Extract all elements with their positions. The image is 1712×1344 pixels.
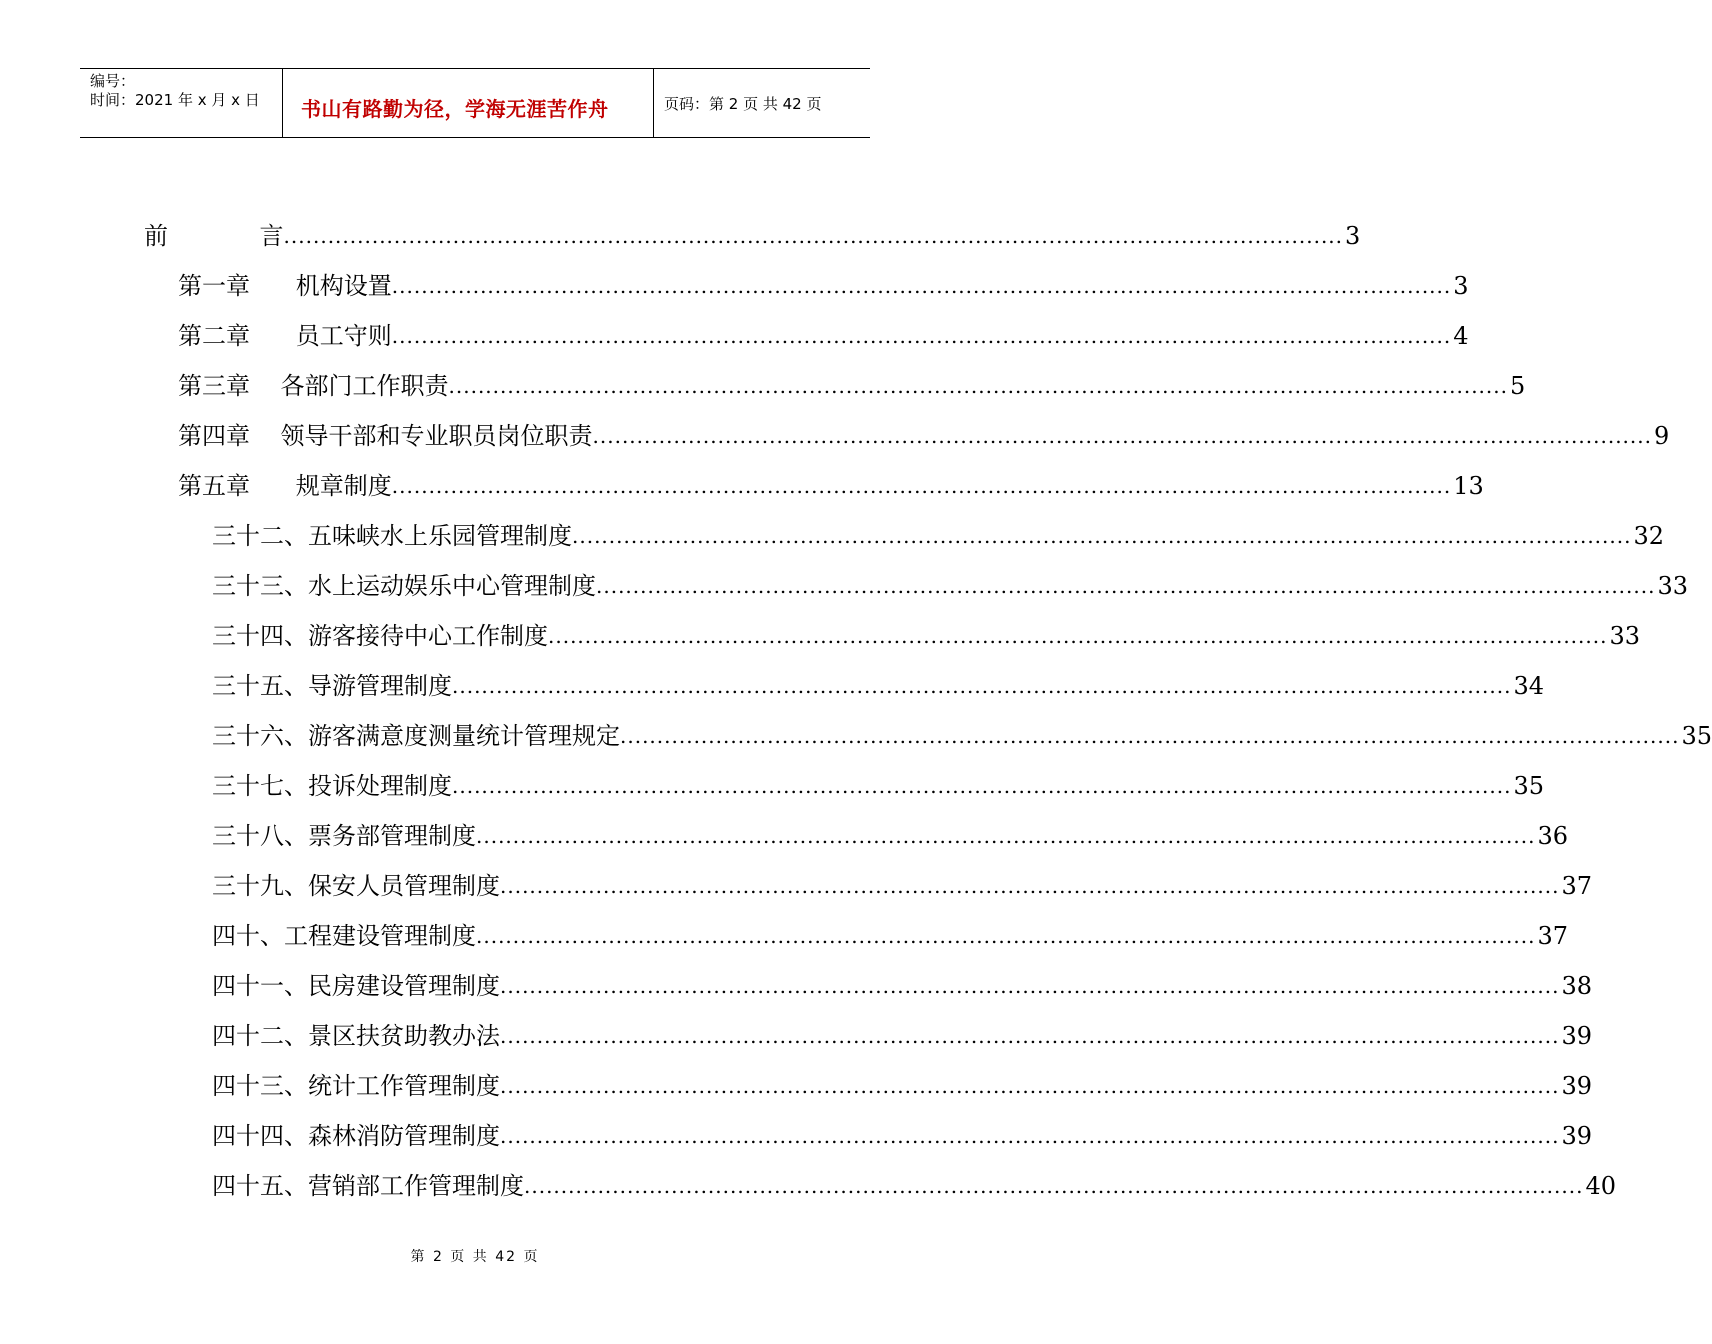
toc-leader-dots: ................................................................................................................................................	[500, 1024, 1560, 1048]
header-page-cell	[654, 69, 870, 137]
document-number-label: 编号：	[90, 72, 136, 90]
toc-leader-dots: ................................................................................................................................................	[283, 224, 1344, 248]
toc-entry[interactable]	[212, 1067, 1593, 1101]
toc-entry-page: 33	[1657, 572, 1689, 600]
toc-entry-page: 39	[1561, 1122, 1593, 1150]
toc-entry-page: 39	[1561, 1072, 1593, 1100]
toc-entry[interactable]	[212, 817, 1569, 851]
header-motto: 书山有路勤为径，学海无涯苦作舟	[301, 97, 609, 121]
toc-entry-title: 四十、工程建设管理制度	[212, 922, 476, 950]
header-page-info: 页码：第 2 页 共 42 页	[664, 95, 822, 113]
toc-leader-dots: ................................................................................................................................................	[391, 324, 1452, 348]
toc-leader-dots: ................................................................................................................................................	[452, 674, 1512, 698]
toc-leader-dots: ................................................................................................................................................	[476, 924, 1536, 948]
toc-entry-page: 9	[1653, 422, 1670, 450]
toc-entry-page: 40	[1585, 1172, 1617, 1200]
toc-leader-dots: ................................................................................................................................................	[448, 374, 1508, 398]
toc-entry[interactable]	[212, 967, 1593, 1001]
toc-entry-page: 13	[1453, 472, 1484, 500]
page-header	[80, 68, 870, 138]
toc-entry-page: 32	[1633, 522, 1665, 550]
toc-entry-title: 三十八、票务部管理制度	[212, 822, 476, 850]
toc-entry-title: 四十三、统计工作管理制度	[212, 1072, 500, 1100]
toc-leader-dots: ................................................................................................................................................	[500, 1124, 1560, 1148]
toc-leader-dots: ................................................................................................................................................	[500, 1074, 1560, 1098]
toc-entry-page: 37	[1561, 872, 1593, 900]
toc-entry-page: 5	[1509, 372, 1526, 400]
toc-entry-title: 三十九、保安人员管理制度	[212, 872, 500, 900]
toc-leader-dots: ................................................................................................................................................	[548, 624, 1608, 648]
toc-leader-dots: ................................................................................................................................................	[391, 474, 1452, 498]
page-footer: 第 2 页 共 42 页	[410, 1249, 540, 1265]
document-date-label: 时间：2021 年 x 月 x 日	[90, 91, 260, 109]
toc-entry-page: 3	[1453, 272, 1469, 300]
toc-entry-title: 三十七、投诉处理制度	[212, 772, 452, 800]
toc-leader-dots: ................................................................................................................................................	[620, 724, 1680, 748]
toc-entry-title: 第一章 机构设置	[178, 272, 392, 300]
toc-entry[interactable]	[178, 367, 1526, 401]
toc-entry-page: 33	[1609, 622, 1641, 650]
toc-entry-page: 35	[1513, 772, 1545, 800]
toc-entry-title: 三十三、水上运动娱乐中心管理制度	[212, 572, 596, 600]
toc-leader-dots: ................................................................................................................................................	[596, 574, 1656, 598]
toc-entry[interactable]	[212, 667, 1545, 701]
toc-entry-title: 三十四、游客接待中心工作制度	[212, 622, 548, 650]
toc-entry[interactable]	[212, 1117, 1593, 1151]
toc-entry-page: 39	[1561, 1022, 1593, 1050]
toc-entry-title: 四十一、民房建设管理制度	[212, 972, 500, 1000]
toc-entry[interactable]	[212, 567, 1689, 601]
toc-entry-page: 38	[1561, 972, 1593, 1000]
toc-entry[interactable]	[212, 1017, 1593, 1051]
toc-entry-page: 4	[1453, 322, 1469, 350]
toc-entry[interactable]	[212, 917, 1569, 951]
header-motto-cell	[283, 69, 654, 137]
toc-entry-page: 3	[1345, 222, 1361, 250]
toc-entry-title: 前 言	[144, 222, 284, 250]
toc-entry-title: 第五章 规章制度	[178, 472, 392, 500]
toc-leader-dots: ................................................................................................................................................	[500, 874, 1560, 898]
toc-entry[interactable]	[212, 867, 1593, 901]
toc-entry-title: 第二章 员工守则	[178, 322, 392, 350]
toc-entry-page: 36	[1537, 822, 1569, 850]
toc-entry-title: 三十六、游客满意度测量统计管理规定	[212, 722, 620, 750]
toc-entry[interactable]	[212, 1167, 1617, 1201]
toc-leader-dots: ................................................................................................................................................	[572, 524, 1632, 548]
toc-entry-title: 第三章 各部门工作职责	[178, 372, 449, 400]
toc-leader-dots: ................................................................................................................................................	[476, 824, 1536, 848]
toc-entry-page: 35	[1681, 722, 1712, 750]
toc-leader-dots: ................................................................................................................................................	[391, 274, 1452, 298]
header-meta-cell	[80, 69, 283, 137]
toc-entry-title: 四十二、景区扶贫助教办法	[212, 1022, 500, 1050]
toc-leader-dots: ................................................................................................................................................	[524, 1174, 1584, 1198]
toc-leader-dots: ................................................................................................................................................	[500, 974, 1560, 998]
toc-entry[interactable]	[178, 467, 1484, 501]
toc-entry[interactable]	[144, 217, 1361, 251]
toc-leader-dots: ................................................................................................................................................	[592, 424, 1652, 448]
toc-leader-dots: ................................................................................................................................................	[452, 774, 1512, 798]
toc-entry[interactable]	[212, 767, 1545, 801]
toc-entry-title: 三十二、五味峡水上乐园管理制度	[212, 522, 572, 550]
toc-entry-title: 第四章 领导干部和专业职员岗位职责	[178, 422, 593, 450]
toc-entry[interactable]	[178, 317, 1469, 351]
toc-entry-title: 四十五、营销部工作管理制度	[212, 1172, 524, 1200]
toc-entry-page: 37	[1537, 922, 1569, 950]
toc-entry[interactable]	[178, 267, 1469, 301]
toc-entry[interactable]	[212, 717, 1712, 751]
toc-entry-title: 三十五、导游管理制度	[212, 672, 452, 700]
toc-entry[interactable]	[178, 417, 1670, 451]
toc-entry[interactable]	[212, 617, 1641, 651]
toc-entry-title: 四十四、森林消防管理制度	[212, 1122, 500, 1150]
toc-entry-page: 34	[1513, 672, 1545, 700]
toc-entry[interactable]	[212, 517, 1665, 551]
